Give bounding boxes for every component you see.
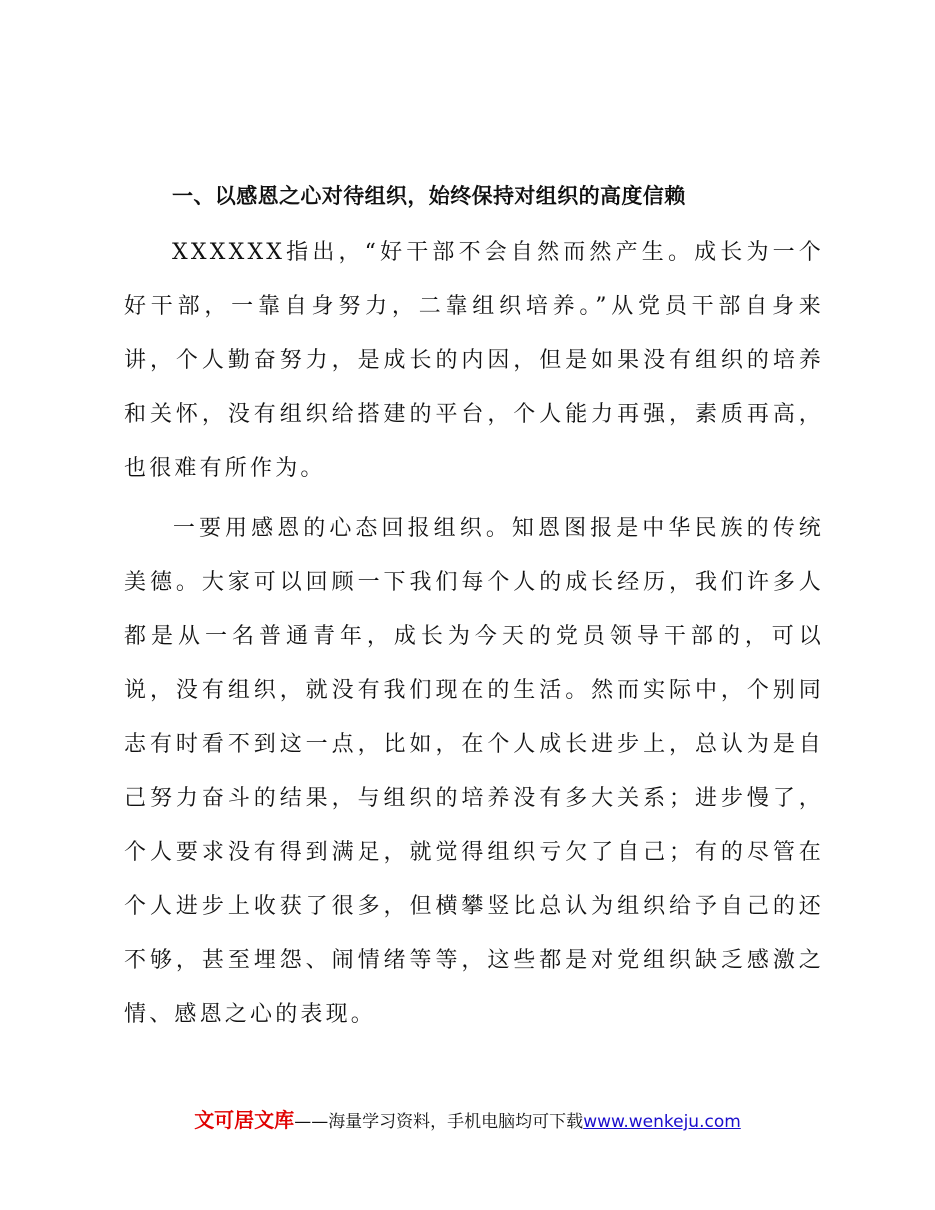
footer-slogan: ——海量学习资料，手机电脑均可下载 (294, 1112, 584, 1132)
footer-banner (0, 1106, 935, 1136)
paragraph-1 (124, 226, 824, 496)
footer-link[interactable]: www.wenkeju.com (583, 1112, 741, 1132)
footer-brand: 文可居文库 (194, 1108, 295, 1132)
paragraph-1-text: XXXXXX指出，“好干部不会自然而然产生。成长为一个好干部，一靠自身努力，二靠组织培养。”从党员干部自身来讲，个人勤奋努力，是成长的内因，但是如果没有组织的培养和关怀，没有组织给搭建的平台，个人能力再强，素质再高，也很难有所作为。 (124, 240, 824, 481)
paragraph-2 (124, 502, 824, 1042)
paragraph-2-text: 一要用感恩的心态回报组织。知恩图报是中华民族的传统美德。大家可以回顾一下我们每个人的成长经历，我们许多人都是从一名普通青年，成长为今天的党员领导干部的，可以说，没有组织，就没有我们现在的生活。然而实际中，个别同志有时看不到这一点，比如，在个人成长进步上，总认为是自己努力奋斗的结果，与组织的培养没有多大关系；进步慢了，个人要求没有得到满足，就觉得组织亏欠了自己；有的尽管在个人进步上收获了很多，但横攀竖比总认为组织给予自己的还不够，甚至埋怨、闹情绪等等，这些都是对党组织缺乏感激之情、感恩之心的表现。 (124, 516, 824, 1027)
section-heading: 一、以感恩之心对待组织，始终保持对组织的高度信赖 (172, 184, 686, 208)
